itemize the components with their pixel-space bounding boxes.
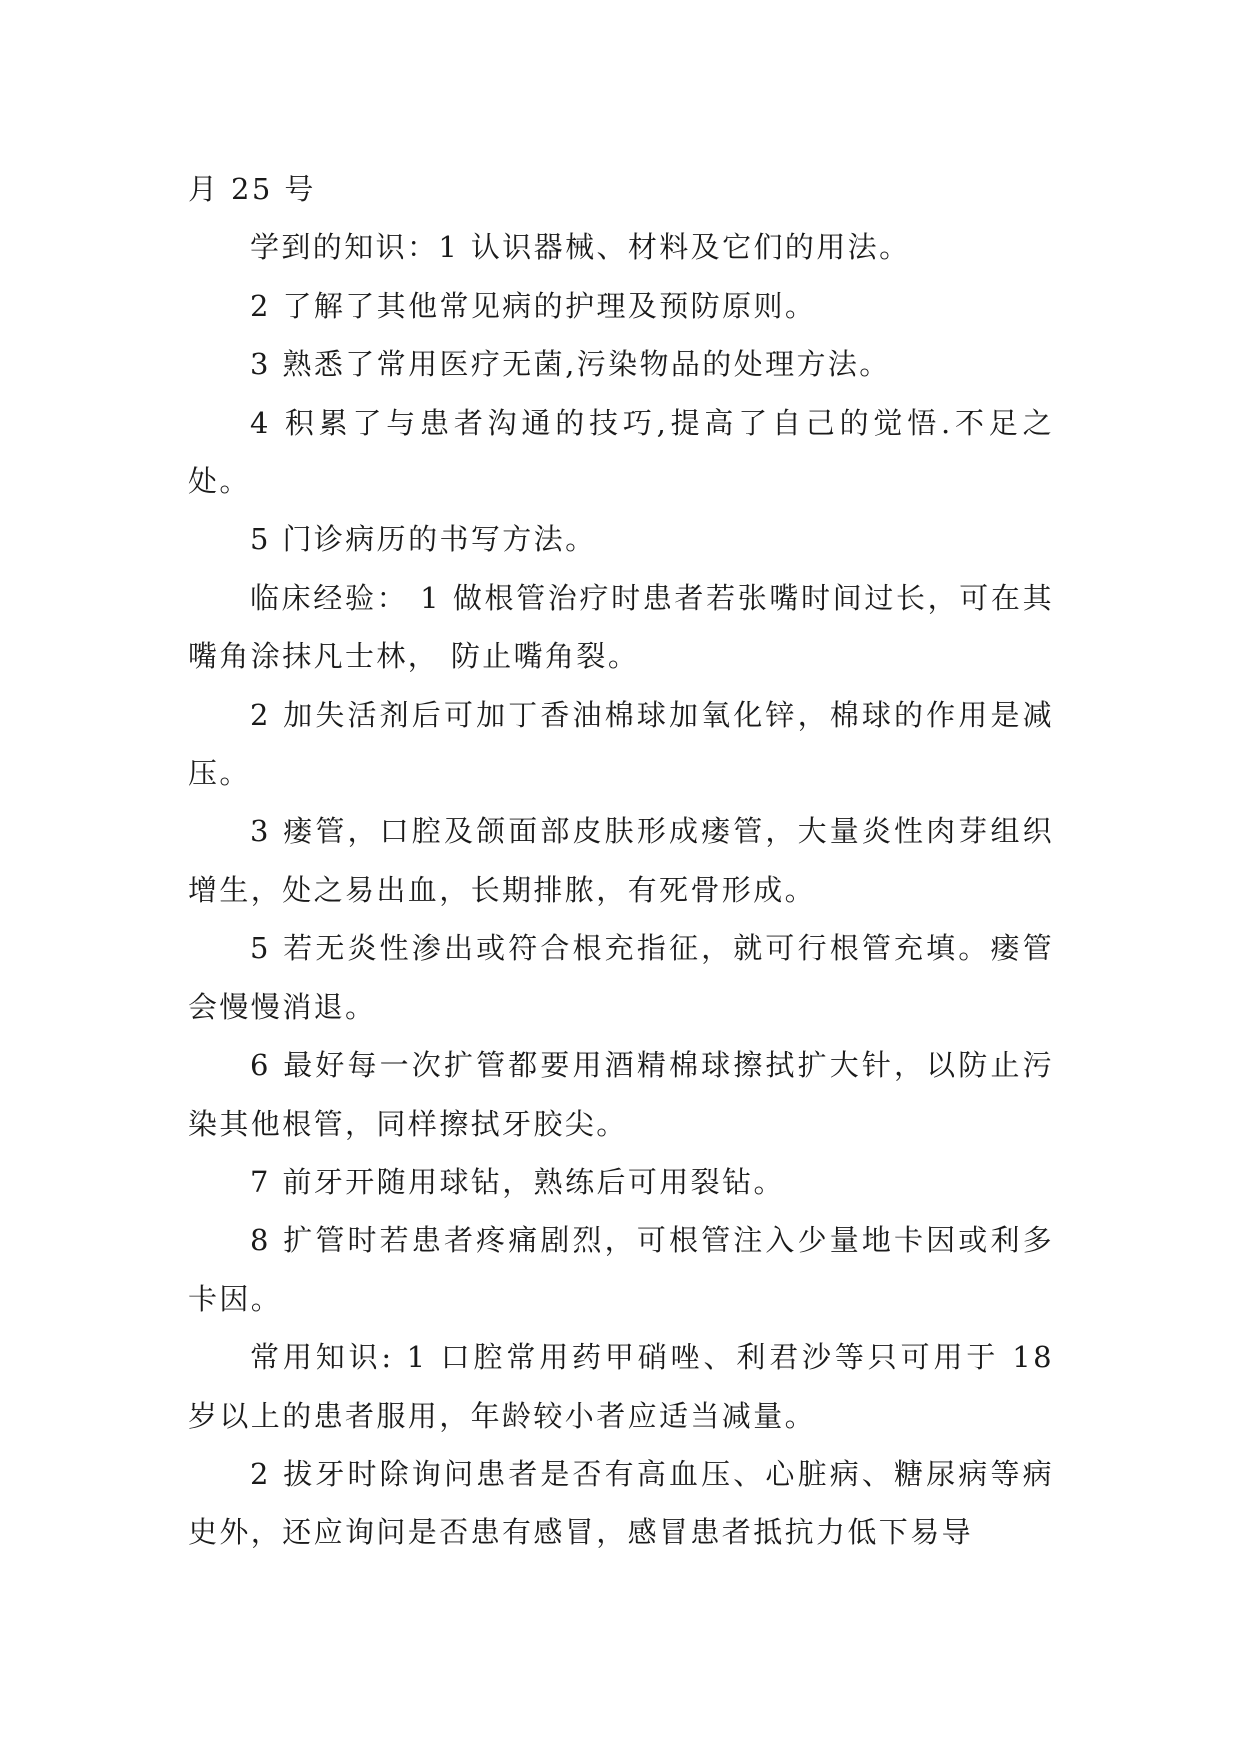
common-knowledge-item-2: 2 拔牙时除询问患者是否有高血压、心脏病、糖尿病等病史外，还应询问是否患有感冒，感冒患者抵抗力低下易导 <box>188 1456 1054 1550</box>
clinical-item-5: 5 若无炎性渗出或符合根充指征，就可行根管充填。瘘管会慢慢消退。 <box>188 931 1054 1024</box>
clinical-item-1: 临床经验： 1 做根管治疗时患者若张嘴时间过长，可在其嘴角涂抹凡士林， 防止嘴角裂。 <box>188 580 1054 674</box>
date-line: 月 25 号 <box>188 172 316 206</box>
clinical-item-8: 8 扩管时若患者疼痛剧烈，可根管注入少量地卡因或利多卡因。 <box>188 1223 1054 1316</box>
clinical-item-7: 7 前牙开随用球钻，熟练后可用裂钻。 <box>250 1164 785 1199</box>
knowledge-item-4: 4 积累了与患者沟通的技巧,提高了自己的觉悟.不足之处。 <box>188 405 1054 499</box>
common-knowledge-item-1: 常用知识: 1 口腔常用药甲硝唑、利君沙等只可用于 18 岁以上的患者服用，年龄较小者应适当减量。 <box>188 1340 1054 1433</box>
clinical-item-3: 3 瘘管，口腔及颌面部皮肤形成瘘管，大量炎性肉芽组织增生，处之易出血，长期排脓，有死骨形成。 <box>188 814 1054 907</box>
document-body <box>188 160 1054 1562</box>
knowledge-item-5: 5 门诊病历的书写方法。 <box>250 522 597 557</box>
knowledge-item-3: 3 熟悉了常用医疗无菌,污染物品的处理方法。 <box>250 347 891 382</box>
knowledge-item-2: 2 了解了其他常见病的护理及预防原则。 <box>250 288 817 323</box>
clinical-item-6: 6 最好每一次扩管都要用酒精棉球擦拭扩大针，以防止污染其他根管，同样擦拭牙胶尖。 <box>188 1048 1054 1141</box>
knowledge-item-1: 学到的知识：1 认识器械、材料及它们的用法。 <box>250 230 911 265</box>
clinical-item-2: 2 加失活剂后可加丁香油棉球加氧化锌，棉球的作用是减压。 <box>188 697 1054 791</box>
